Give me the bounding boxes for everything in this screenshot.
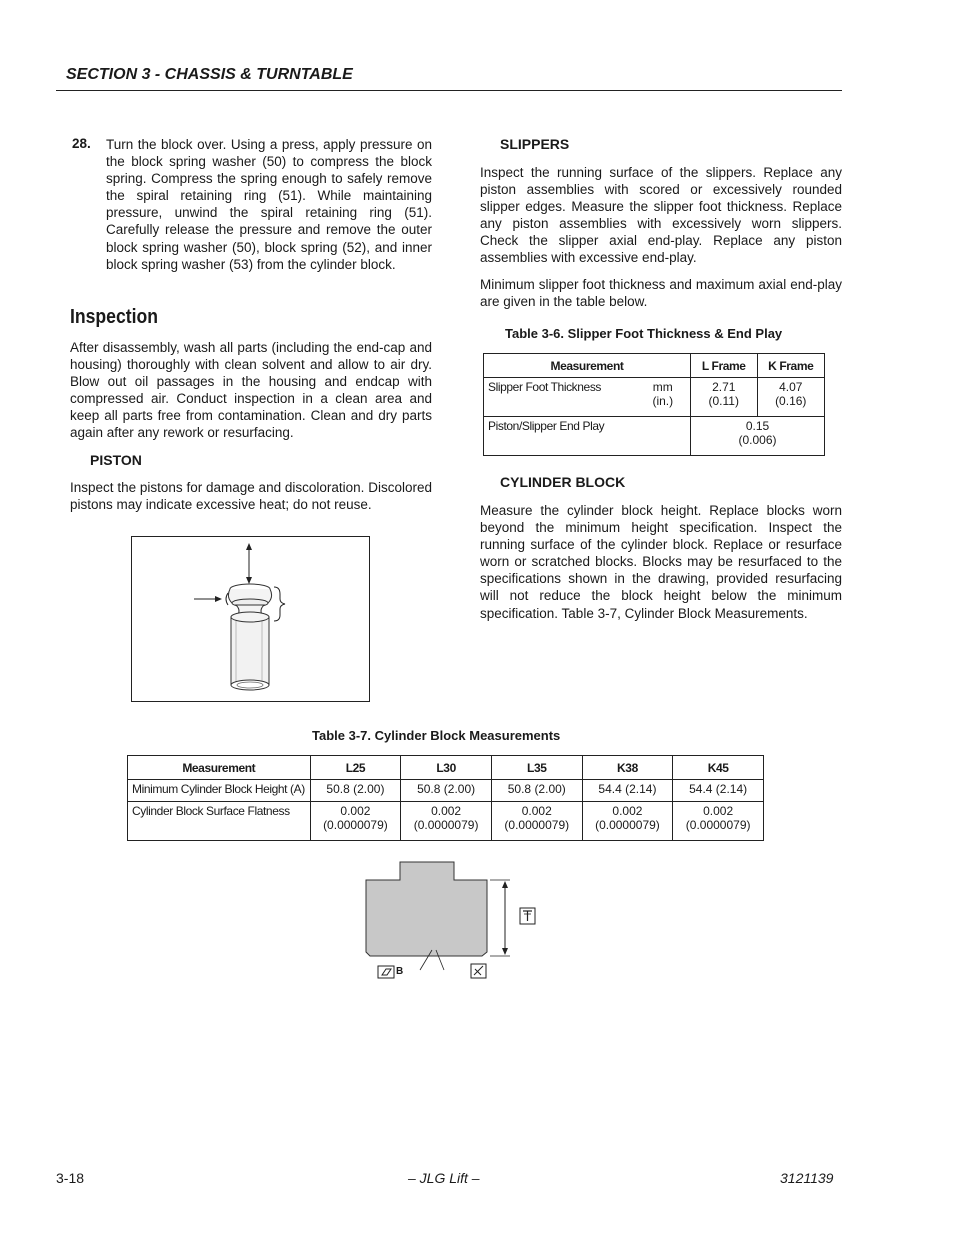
footer-center: – JLG Lift – <box>408 1170 480 1186</box>
table7-row1-l30: 50.8 (2.00) <box>401 780 492 802</box>
table7-row1-l35: 50.8 (2.00) <box>491 780 582 802</box>
table7-row1-k45: 54.4 (2.14) <box>673 780 764 802</box>
table7-row2-l35: 0.002 (0.0000079) <box>491 802 582 841</box>
table7-row2-label: Cylinder Block Surface Flatness <box>128 802 311 841</box>
table7-row1-k38: 54.4 (2.14) <box>582 780 673 802</box>
piston-text: Inspect the pistons for damage and discoloration. Discolored pistons may indicate excessive heat; do not reuse. <box>70 480 432 513</box>
table7-header-k45: K45 <box>673 756 764 780</box>
table7-header-measurement: Measurement <box>128 756 311 780</box>
table7-row1-l25: 50.8 (2.00) <box>310 780 401 802</box>
table7-row2-l30: 0.002 (0.0000079) <box>401 802 492 841</box>
datum-label: B <box>396 966 404 977</box>
table7-header-l30: L30 <box>401 756 492 780</box>
inspection-text: After disassembly, wash all parts (including the end-cap and housing) thoroughly with clean solvent and allow to air dry. Blow out oil passages in the housing and endcap with compressed air. Conduct inspection in a clean area and keep all parts free from contamination. Clean and dry parts again after any rework or resurfacing. <box>70 340 432 441</box>
table6-row1-k-frame: 4.07 (0.16) <box>757 378 825 417</box>
section-header: SECTION 3 - CHASSIS & TURNTABLE <box>66 66 353 83</box>
table7 <box>127 755 764 841</box>
table6-row1-label: Slipper Foot Thickness <box>484 378 636 417</box>
table7-row1-label: Minimum Cylinder Block Height (A) <box>128 780 311 802</box>
footer-doc-number: 3121139 <box>780 1170 834 1186</box>
table7-caption: Table 3-7. Cylinder Block Measurements <box>312 728 561 743</box>
piston-drawing <box>132 537 369 701</box>
step-number: 28. <box>72 136 91 151</box>
table6-header-k-frame: K Frame <box>757 354 825 378</box>
table6-row1-l-frame: 2.71 (0.11) <box>691 378 758 417</box>
piston-heading: PISTON <box>90 452 142 468</box>
table6-row1-unit: mm (in.) <box>636 378 691 417</box>
table7-header-k38: K38 <box>582 756 673 780</box>
slippers-text-1: Inspect the running surface of the slippers. Replace any piston assemblies with scored or excessively rounded slipper edges. Measure the slipper foot thickness. Replace any piston assemblies with excessively worn slippers. Check the slipper axial end-play. Replace any piston assemblies with excessive end-play. <box>480 165 842 266</box>
piston-figure <box>131 536 370 702</box>
table6-caption: Table 3-6. Slipper Foot Thickness & End Play <box>505 326 783 341</box>
table7-header-l25: L25 <box>310 756 401 780</box>
table7-row2-k45: 0.002 (0.0000079) <box>673 802 764 841</box>
table6-row2-value: 0.15 (0.006) <box>691 417 825 456</box>
table6-header-l-frame: L Frame <box>691 354 758 378</box>
step-text: Turn the block over. Using a press, apply pressure on the block spring washer (50) to compress the block spring. Compress the spring enough to safely remove the spiral retaining ring (51). While maintaining pressure, unwind the spiral retaining ring (51). Carefully release the pressure and remove the outer block spring washer (50), block spring (52), and inner block spring washer (53) from the cylinder block. <box>106 137 432 272</box>
table6 <box>483 353 825 456</box>
cylinder-block-text: Measure the cylinder block height. Replace blocks worn beyond the minimum height specification. Inspect the running surface of the cylinder block. Replace or resurface worn or scratched blocks. Blocks may be resurfaced to the specifications shown in the drawing, provided resurfacing will not reduce the block height below the minimum specification. Table 3-7, Cylinder Block Measurements. <box>480 503 842 621</box>
cylinder-block-figure <box>360 858 550 986</box>
cylinder-block-drawing <box>360 858 550 986</box>
table7-row2-k38: 0.002 (0.0000079) <box>582 802 673 841</box>
table7-header-l35: L35 <box>491 756 582 780</box>
table6-header-measurement: Measurement <box>484 354 691 378</box>
cylinder-block-heading: CYLINDER BLOCK <box>500 474 626 490</box>
footer-page-number: 3-18 <box>56 1170 85 1186</box>
inspection-heading: Inspection <box>70 306 159 328</box>
slippers-heading: SLIPPERS <box>500 136 570 152</box>
table6-row2-label: Piston/Slipper End Play <box>484 417 691 456</box>
header-rule <box>56 90 842 91</box>
slippers-text-2: Minimum slipper foot thickness and maximum axial end-play are given in the table below. <box>480 277 842 310</box>
table7-row2-l25: 0.002 (0.0000079) <box>310 802 401 841</box>
